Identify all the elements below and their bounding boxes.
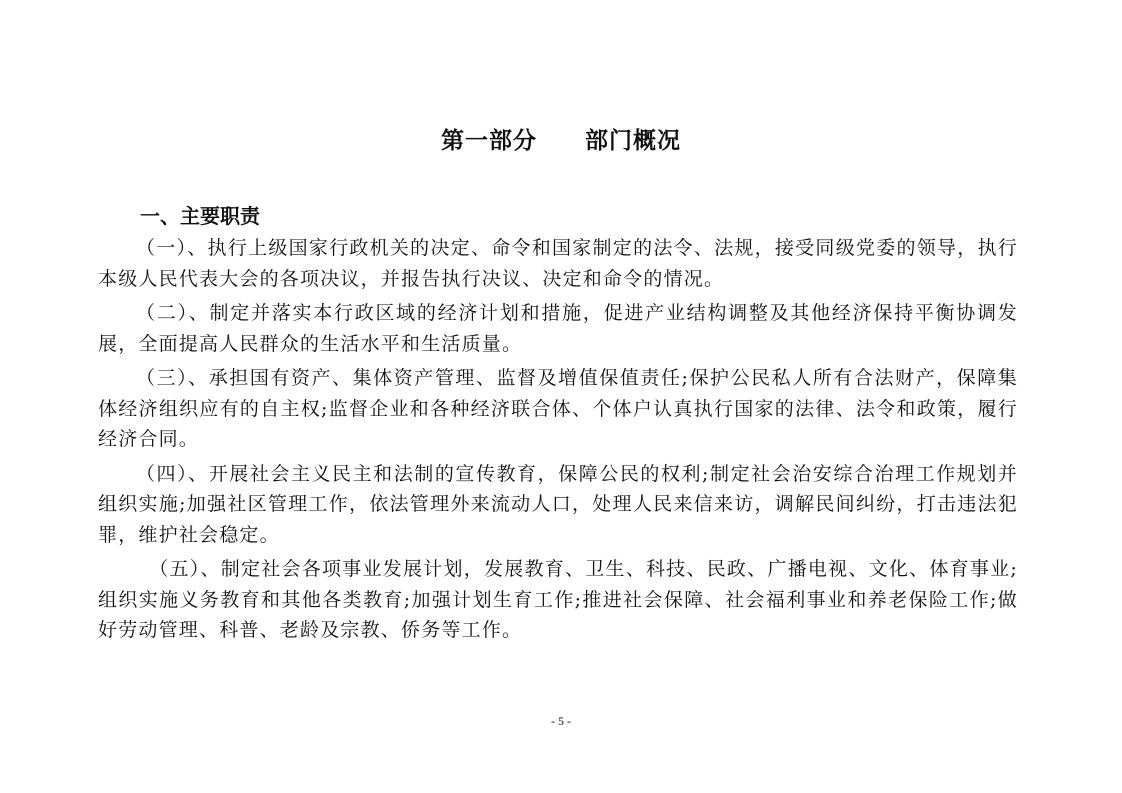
paragraph-duty-3: （三）、承担国有资产、集体资产管理、监督及增值保值责任;保护公民私人所有合法财产，保障集体经济组织应有的自主权;监督企业和各种经济联合体、个体户认真执行国家的法律、法令和政策，履行经济合同。 <box>98 367 1018 450</box>
section-heading: 一、主要职责 <box>140 204 260 228</box>
document-body <box>98 199 1018 650</box>
paragraph-duty-5: （五）、制定社会各项事业发展计划，发展教育、卫生、科技、民政、广播电视、文化、体育事业;组织实施义务教育和其他各类教育;加强计划生育工作;推进社会保障、社会福利事业和养老保险工作;做好劳动管理、科普、老龄及宗教、侨务等工作。 <box>98 558 1018 641</box>
paragraph-duty-4: （四）、开展社会主义民主和法制的宣传教育，保障公民的权利;制定社会治安综合治理工作规划并组织实施;加强社区管理工作，依法管理外来流动人口，处理人民来信来访，调解民间纠纷，打击违法犯罪，维护社会稳定。 <box>98 462 1018 546</box>
paragraph-duty-1: （一）、执行上级国家行政机关的决定、命令和国家制定的法令、法规，接受同级党委的领导，执行本级人民代表大会的各项决议，并报告执行决议、决定和命令的情况。 <box>98 237 1018 290</box>
page-title: 第一部分 部门概况 <box>441 128 681 154</box>
page-number: - 5 - <box>551 714 571 728</box>
paragraph-duty-2: （二）、制定并落实本行政区域的经济计划和措施，促进产业结构调整及其他经济保持平衡协调发展，全面提高人民群众的生活水平和生活质量。 <box>98 302 1018 355</box>
